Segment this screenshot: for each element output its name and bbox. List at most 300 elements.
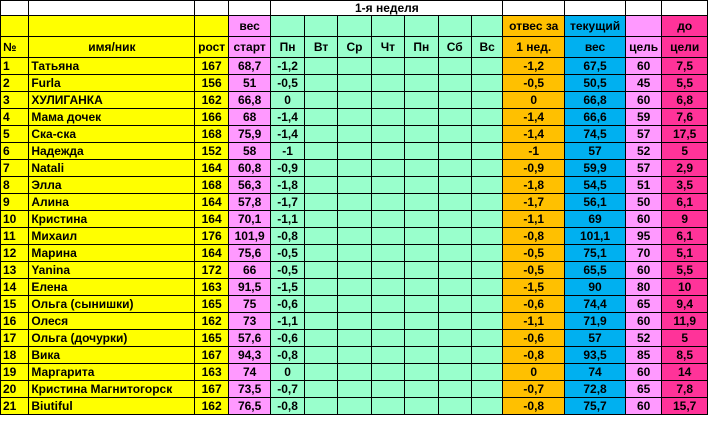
participant-name[interactable]: Элла bbox=[29, 177, 195, 194]
day-6-value[interactable] bbox=[438, 177, 471, 194]
goal-value[interactable]: 57 bbox=[625, 126, 661, 143]
day-6-value[interactable] bbox=[438, 143, 471, 160]
day-3-value[interactable] bbox=[338, 92, 371, 109]
to-goal-value[interactable]: 17,5 bbox=[662, 126, 708, 143]
day-4-value[interactable] bbox=[371, 194, 404, 211]
start-weight-value[interactable]: 91,5 bbox=[228, 279, 271, 296]
day-3-value[interactable] bbox=[338, 262, 371, 279]
day-5-value[interactable] bbox=[405, 109, 438, 126]
day-5-value[interactable] bbox=[405, 313, 438, 330]
day-7-value[interactable] bbox=[471, 262, 502, 279]
day-2-value[interactable] bbox=[304, 58, 337, 75]
participant-name[interactable]: Biutiful bbox=[29, 398, 195, 415]
start-weight-value[interactable]: 75,6 bbox=[228, 245, 271, 262]
day-6-value[interactable] bbox=[438, 262, 471, 279]
day-4-value[interactable] bbox=[371, 75, 404, 92]
participant-name[interactable]: Надежда bbox=[29, 143, 195, 160]
height-value[interactable]: 164 bbox=[195, 194, 228, 211]
row-number[interactable]: 18 bbox=[1, 347, 29, 364]
day-1-value[interactable]: -0,8 bbox=[271, 398, 304, 415]
day-1-value[interactable]: 0 bbox=[271, 92, 304, 109]
participant-name[interactable]: Natali bbox=[29, 160, 195, 177]
day-4-value[interactable] bbox=[371, 58, 404, 75]
day-3-value[interactable] bbox=[338, 143, 371, 160]
day-2-value[interactable] bbox=[304, 245, 337, 262]
current-weight-value[interactable]: 66,8 bbox=[565, 92, 626, 109]
goal-value[interactable]: 65 bbox=[625, 381, 661, 398]
day-6-value[interactable] bbox=[438, 364, 471, 381]
row-number[interactable]: 17 bbox=[1, 330, 29, 347]
weekly-loss-value[interactable]: 0 bbox=[503, 92, 565, 109]
goal-value[interactable]: 50 bbox=[625, 194, 661, 211]
to-goal-value[interactable]: 7,8 bbox=[662, 381, 708, 398]
height-value[interactable]: 162 bbox=[195, 92, 228, 109]
day-5-value[interactable] bbox=[405, 211, 438, 228]
day-4-value[interactable] bbox=[371, 364, 404, 381]
day-6-value[interactable] bbox=[438, 313, 471, 330]
day-1-value[interactable]: 0 bbox=[271, 364, 304, 381]
goal-value[interactable]: 95 bbox=[625, 228, 661, 245]
day-6-value[interactable] bbox=[438, 211, 471, 228]
day-1-value[interactable]: -1,7 bbox=[271, 194, 304, 211]
day-1-value[interactable]: -0,5 bbox=[271, 75, 304, 92]
day-6-value[interactable] bbox=[438, 245, 471, 262]
participant-name[interactable]: Кристина Магнитогорск bbox=[29, 381, 195, 398]
weekly-loss-value[interactable]: -1,2 bbox=[503, 58, 565, 75]
current-weight-value[interactable]: 75,1 bbox=[565, 245, 626, 262]
to-goal-value[interactable]: 5 bbox=[662, 330, 708, 347]
weekly-loss-value[interactable]: -0,5 bbox=[503, 75, 565, 92]
day-1-value[interactable]: -0,5 bbox=[271, 262, 304, 279]
start-weight-value[interactable]: 66,8 bbox=[228, 92, 271, 109]
day-6-value[interactable] bbox=[438, 109, 471, 126]
day-3-value[interactable] bbox=[338, 228, 371, 245]
current-weight-value[interactable]: 66,6 bbox=[565, 109, 626, 126]
start-weight-value[interactable]: 68,7 bbox=[228, 58, 271, 75]
day-6-value[interactable] bbox=[438, 160, 471, 177]
day-5-value[interactable] bbox=[405, 330, 438, 347]
row-number[interactable]: 6 bbox=[1, 143, 29, 160]
to-goal-value[interactable]: 6,8 bbox=[662, 92, 708, 109]
day-3-value[interactable] bbox=[338, 313, 371, 330]
day-5-value[interactable] bbox=[405, 126, 438, 143]
height-value[interactable]: 166 bbox=[195, 109, 228, 126]
to-goal-value[interactable]: 7,6 bbox=[662, 109, 708, 126]
to-goal-value[interactable]: 10 bbox=[662, 279, 708, 296]
row-number[interactable]: 4 bbox=[1, 109, 29, 126]
day-4-value[interactable] bbox=[371, 330, 404, 347]
goal-value[interactable]: 80 bbox=[625, 279, 661, 296]
day-5-value[interactable] bbox=[405, 160, 438, 177]
goal-value[interactable]: 60 bbox=[625, 211, 661, 228]
day-5-value[interactable] bbox=[405, 177, 438, 194]
day-7-value[interactable] bbox=[471, 126, 502, 143]
goal-value[interactable]: 60 bbox=[625, 262, 661, 279]
day-2-value[interactable] bbox=[304, 211, 337, 228]
day-5-value[interactable] bbox=[405, 279, 438, 296]
day-6-value[interactable] bbox=[438, 126, 471, 143]
weekly-loss-value[interactable]: -0,6 bbox=[503, 330, 565, 347]
weekly-loss-value[interactable]: -0,7 bbox=[503, 381, 565, 398]
day-7-value[interactable] bbox=[471, 347, 502, 364]
day-2-value[interactable] bbox=[304, 194, 337, 211]
start-weight-value[interactable]: 75 bbox=[228, 296, 271, 313]
day-2-value[interactable] bbox=[304, 160, 337, 177]
participant-name[interactable]: Маргарита bbox=[29, 364, 195, 381]
height-value[interactable]: 176 bbox=[195, 228, 228, 245]
row-number[interactable]: 1 bbox=[1, 58, 29, 75]
day-4-value[interactable] bbox=[371, 143, 404, 160]
start-weight-value[interactable]: 70,1 bbox=[228, 211, 271, 228]
current-weight-value[interactable]: 74,4 bbox=[565, 296, 626, 313]
day-1-value[interactable]: -0,8 bbox=[271, 228, 304, 245]
participant-name[interactable]: Yanina bbox=[29, 262, 195, 279]
participant-name[interactable]: Кристина bbox=[29, 211, 195, 228]
weekly-loss-value[interactable]: -0,8 bbox=[503, 228, 565, 245]
day-3-value[interactable] bbox=[338, 364, 371, 381]
to-goal-value[interactable]: 3,5 bbox=[662, 177, 708, 194]
start-weight-value[interactable]: 60,8 bbox=[228, 160, 271, 177]
row-number[interactable]: 16 bbox=[1, 313, 29, 330]
day-5-value[interactable] bbox=[405, 262, 438, 279]
day-4-value[interactable] bbox=[371, 279, 404, 296]
day-3-value[interactable] bbox=[338, 398, 371, 415]
participant-name[interactable]: Furla bbox=[29, 75, 195, 92]
current-weight-value[interactable]: 69 bbox=[565, 211, 626, 228]
start-weight-value[interactable]: 74 bbox=[228, 364, 271, 381]
day-2-value[interactable] bbox=[304, 330, 337, 347]
row-number[interactable]: 8 bbox=[1, 177, 29, 194]
day-4-value[interactable] bbox=[371, 296, 404, 313]
day-5-value[interactable] bbox=[405, 228, 438, 245]
day-7-value[interactable] bbox=[471, 381, 502, 398]
day-3-value[interactable] bbox=[338, 347, 371, 364]
day-7-value[interactable] bbox=[471, 75, 502, 92]
day-4-value[interactable] bbox=[371, 177, 404, 194]
weekly-loss-value[interactable]: -1,1 bbox=[503, 211, 565, 228]
height-value[interactable]: 164 bbox=[195, 211, 228, 228]
row-number[interactable]: 3 bbox=[1, 92, 29, 109]
day-2-value[interactable] bbox=[304, 75, 337, 92]
row-number[interactable]: 21 bbox=[1, 398, 29, 415]
height-value[interactable]: 172 bbox=[195, 262, 228, 279]
row-number[interactable]: 2 bbox=[1, 75, 29, 92]
goal-value[interactable]: 60 bbox=[625, 398, 661, 415]
day-1-value[interactable]: -0,6 bbox=[271, 296, 304, 313]
height-value[interactable]: 167 bbox=[195, 381, 228, 398]
height-value[interactable]: 165 bbox=[195, 330, 228, 347]
start-weight-value[interactable]: 57,8 bbox=[228, 194, 271, 211]
day-1-value[interactable]: -0,8 bbox=[271, 347, 304, 364]
day-7-value[interactable] bbox=[471, 177, 502, 194]
day-3-value[interactable] bbox=[338, 126, 371, 143]
row-number[interactable]: 11 bbox=[1, 228, 29, 245]
weekly-loss-value[interactable]: -1,4 bbox=[503, 109, 565, 126]
weekly-loss-value[interactable]: -0,8 bbox=[503, 347, 565, 364]
start-weight-value[interactable]: 94,3 bbox=[228, 347, 271, 364]
to-goal-value[interactable]: 9,4 bbox=[662, 296, 708, 313]
weekly-loss-value[interactable]: -1 bbox=[503, 143, 565, 160]
current-weight-value[interactable]: 74 bbox=[565, 364, 626, 381]
day-6-value[interactable] bbox=[438, 228, 471, 245]
start-weight-value[interactable]: 101,9 bbox=[228, 228, 271, 245]
current-weight-value[interactable]: 56,1 bbox=[565, 194, 626, 211]
day-2-value[interactable] bbox=[304, 381, 337, 398]
participant-name[interactable]: Мама дочек bbox=[29, 109, 195, 126]
participant-name[interactable]: ХУЛИГАНКА bbox=[29, 92, 195, 109]
current-weight-value[interactable]: 57 bbox=[565, 143, 626, 160]
day-1-value[interactable]: -0,7 bbox=[271, 381, 304, 398]
day-6-value[interactable] bbox=[438, 194, 471, 211]
day-4-value[interactable] bbox=[371, 126, 404, 143]
to-goal-value[interactable]: 8,5 bbox=[662, 347, 708, 364]
height-value[interactable]: 152 bbox=[195, 143, 228, 160]
day-7-value[interactable] bbox=[471, 109, 502, 126]
day-1-value[interactable]: -1,5 bbox=[271, 279, 304, 296]
day-7-value[interactable] bbox=[471, 160, 502, 177]
row-number[interactable]: 14 bbox=[1, 279, 29, 296]
weekly-loss-value[interactable]: -0,8 bbox=[503, 398, 565, 415]
day-1-value[interactable]: -1,4 bbox=[271, 109, 304, 126]
to-goal-value[interactable]: 5 bbox=[662, 143, 708, 160]
to-goal-value[interactable]: 6,1 bbox=[662, 228, 708, 245]
goal-value[interactable]: 60 bbox=[625, 58, 661, 75]
to-goal-value[interactable]: 5,5 bbox=[662, 75, 708, 92]
row-number[interactable]: 9 bbox=[1, 194, 29, 211]
height-value[interactable]: 162 bbox=[195, 313, 228, 330]
day-1-value[interactable]: -1,4 bbox=[271, 126, 304, 143]
weekly-loss-value[interactable]: -0,5 bbox=[503, 245, 565, 262]
day-2-value[interactable] bbox=[304, 279, 337, 296]
day-6-value[interactable] bbox=[438, 330, 471, 347]
day-1-value[interactable]: -1,1 bbox=[271, 313, 304, 330]
day-7-value[interactable] bbox=[471, 364, 502, 381]
day-5-value[interactable] bbox=[405, 381, 438, 398]
day-3-value[interactable] bbox=[338, 211, 371, 228]
day-7-value[interactable] bbox=[471, 279, 502, 296]
to-goal-value[interactable]: 11,9 bbox=[662, 313, 708, 330]
day-1-value[interactable]: -0,9 bbox=[271, 160, 304, 177]
height-value[interactable]: 156 bbox=[195, 75, 228, 92]
current-weight-value[interactable]: 72,8 bbox=[565, 381, 626, 398]
height-value[interactable]: 165 bbox=[195, 296, 228, 313]
day-1-value[interactable]: -1 bbox=[271, 143, 304, 160]
row-number[interactable]: 13 bbox=[1, 262, 29, 279]
day-2-value[interactable] bbox=[304, 228, 337, 245]
to-goal-value[interactable]: 5,5 bbox=[662, 262, 708, 279]
day-6-value[interactable] bbox=[438, 296, 471, 313]
day-3-value[interactable] bbox=[338, 245, 371, 262]
day-7-value[interactable] bbox=[471, 143, 502, 160]
weekly-loss-value[interactable]: -0,5 bbox=[503, 262, 565, 279]
day-2-value[interactable] bbox=[304, 364, 337, 381]
day-6-value[interactable] bbox=[438, 279, 471, 296]
weekly-loss-value[interactable]: -1,5 bbox=[503, 279, 565, 296]
current-weight-value[interactable]: 74,5 bbox=[565, 126, 626, 143]
height-value[interactable]: 162 bbox=[195, 398, 228, 415]
day-2-value[interactable] bbox=[304, 262, 337, 279]
current-weight-value[interactable]: 59,9 bbox=[565, 160, 626, 177]
goal-value[interactable]: 65 bbox=[625, 296, 661, 313]
day-4-value[interactable] bbox=[371, 109, 404, 126]
day-2-value[interactable] bbox=[304, 296, 337, 313]
participant-name[interactable]: Вика bbox=[29, 347, 195, 364]
current-weight-value[interactable]: 50,5 bbox=[565, 75, 626, 92]
start-weight-value[interactable]: 73 bbox=[228, 313, 271, 330]
day-3-value[interactable] bbox=[338, 75, 371, 92]
day-4-value[interactable] bbox=[371, 262, 404, 279]
participant-name[interactable]: Ска-ска bbox=[29, 126, 195, 143]
day-3-value[interactable] bbox=[338, 296, 371, 313]
current-weight-value[interactable]: 93,5 bbox=[565, 347, 626, 364]
height-value[interactable]: 168 bbox=[195, 177, 228, 194]
to-goal-value[interactable]: 5,1 bbox=[662, 245, 708, 262]
day-5-value[interactable] bbox=[405, 398, 438, 415]
day-6-value[interactable] bbox=[438, 381, 471, 398]
day-1-value[interactable]: -0,5 bbox=[271, 245, 304, 262]
day-3-value[interactable] bbox=[338, 58, 371, 75]
height-value[interactable]: 164 bbox=[195, 245, 228, 262]
day-4-value[interactable] bbox=[371, 398, 404, 415]
goal-value[interactable]: 51 bbox=[625, 177, 661, 194]
day-2-value[interactable] bbox=[304, 347, 337, 364]
goal-value[interactable]: 52 bbox=[625, 330, 661, 347]
day-3-value[interactable] bbox=[338, 381, 371, 398]
weekly-loss-value[interactable]: -0,6 bbox=[503, 296, 565, 313]
goal-value[interactable]: 52 bbox=[625, 143, 661, 160]
weekly-loss-value[interactable]: 0 bbox=[503, 364, 565, 381]
day-5-value[interactable] bbox=[405, 92, 438, 109]
participant-name[interactable]: Ольга (дочурки) bbox=[29, 330, 195, 347]
participant-name[interactable]: Олеся bbox=[29, 313, 195, 330]
start-weight-value[interactable]: 58 bbox=[228, 143, 271, 160]
day-3-value[interactable] bbox=[338, 279, 371, 296]
day-2-value[interactable] bbox=[304, 398, 337, 415]
participant-name[interactable]: Марина bbox=[29, 245, 195, 262]
day-6-value[interactable] bbox=[438, 75, 471, 92]
day-5-value[interactable] bbox=[405, 75, 438, 92]
current-weight-value[interactable]: 54,5 bbox=[565, 177, 626, 194]
day-1-value[interactable]: -1,2 bbox=[271, 58, 304, 75]
day-6-value[interactable] bbox=[438, 92, 471, 109]
day-6-value[interactable] bbox=[438, 398, 471, 415]
day-3-value[interactable] bbox=[338, 177, 371, 194]
day-2-value[interactable] bbox=[304, 109, 337, 126]
day-7-value[interactable] bbox=[471, 398, 502, 415]
day-7-value[interactable] bbox=[471, 58, 502, 75]
goal-value[interactable]: 85 bbox=[625, 347, 661, 364]
height-value[interactable]: 164 bbox=[195, 160, 228, 177]
day-4-value[interactable] bbox=[371, 381, 404, 398]
participant-name[interactable]: Алина bbox=[29, 194, 195, 211]
height-value[interactable]: 167 bbox=[195, 347, 228, 364]
goal-value[interactable]: 60 bbox=[625, 92, 661, 109]
participant-name[interactable]: Татьяна bbox=[29, 58, 195, 75]
start-weight-value[interactable]: 68 bbox=[228, 109, 271, 126]
to-goal-value[interactable]: 9 bbox=[662, 211, 708, 228]
to-goal-value[interactable]: 14 bbox=[662, 364, 708, 381]
day-2-value[interactable] bbox=[304, 126, 337, 143]
day-3-value[interactable] bbox=[338, 160, 371, 177]
day-5-value[interactable] bbox=[405, 143, 438, 160]
day-5-value[interactable] bbox=[405, 194, 438, 211]
current-weight-value[interactable]: 67,5 bbox=[565, 58, 626, 75]
day-7-value[interactable] bbox=[471, 296, 502, 313]
day-7-value[interactable] bbox=[471, 330, 502, 347]
weekly-loss-value[interactable]: -0,9 bbox=[503, 160, 565, 177]
day-4-value[interactable] bbox=[371, 92, 404, 109]
goal-value[interactable]: 70 bbox=[625, 245, 661, 262]
weekly-loss-value[interactable]: -1,7 bbox=[503, 194, 565, 211]
participant-name[interactable]: Михаил bbox=[29, 228, 195, 245]
row-number[interactable]: 19 bbox=[1, 364, 29, 381]
height-value[interactable]: 168 bbox=[195, 126, 228, 143]
row-number[interactable]: 20 bbox=[1, 381, 29, 398]
goal-value[interactable]: 45 bbox=[625, 75, 661, 92]
day-7-value[interactable] bbox=[471, 245, 502, 262]
day-2-value[interactable] bbox=[304, 313, 337, 330]
row-number[interactable]: 12 bbox=[1, 245, 29, 262]
day-6-value[interactable] bbox=[438, 58, 471, 75]
to-goal-value[interactable]: 15,7 bbox=[662, 398, 708, 415]
day-2-value[interactable] bbox=[304, 143, 337, 160]
day-4-value[interactable] bbox=[371, 313, 404, 330]
day-4-value[interactable] bbox=[371, 160, 404, 177]
current-weight-value[interactable]: 90 bbox=[565, 279, 626, 296]
start-weight-value[interactable]: 51 bbox=[228, 75, 271, 92]
day-3-value[interactable] bbox=[338, 194, 371, 211]
day-4-value[interactable] bbox=[371, 347, 404, 364]
day-6-value[interactable] bbox=[438, 347, 471, 364]
day-5-value[interactable] bbox=[405, 58, 438, 75]
day-2-value[interactable] bbox=[304, 177, 337, 194]
day-7-value[interactable] bbox=[471, 313, 502, 330]
day-4-value[interactable] bbox=[371, 211, 404, 228]
to-goal-value[interactable]: 7,5 bbox=[662, 58, 708, 75]
row-number[interactable]: 10 bbox=[1, 211, 29, 228]
to-goal-value[interactable]: 2,9 bbox=[662, 160, 708, 177]
start-weight-value[interactable]: 66 bbox=[228, 262, 271, 279]
day-4-value[interactable] bbox=[371, 245, 404, 262]
day-7-value[interactable] bbox=[471, 228, 502, 245]
current-weight-value[interactable]: 101,1 bbox=[565, 228, 626, 245]
day-5-value[interactable] bbox=[405, 296, 438, 313]
height-value[interactable]: 163 bbox=[195, 364, 228, 381]
day-1-value[interactable]: -1,1 bbox=[271, 211, 304, 228]
weekly-loss-value[interactable]: -1,1 bbox=[503, 313, 565, 330]
goal-value[interactable]: 59 bbox=[625, 109, 661, 126]
day-5-value[interactable] bbox=[405, 245, 438, 262]
row-number[interactable]: 5 bbox=[1, 126, 29, 143]
current-weight-value[interactable]: 75,7 bbox=[565, 398, 626, 415]
day-7-value[interactable] bbox=[471, 194, 502, 211]
current-weight-value[interactable]: 71,9 bbox=[565, 313, 626, 330]
start-weight-value[interactable]: 75,9 bbox=[228, 126, 271, 143]
current-weight-value[interactable]: 65,5 bbox=[565, 262, 626, 279]
height-value[interactable]: 167 bbox=[195, 58, 228, 75]
height-value[interactable]: 163 bbox=[195, 279, 228, 296]
participant-name[interactable]: Елена bbox=[29, 279, 195, 296]
start-weight-value[interactable]: 56,3 bbox=[228, 177, 271, 194]
day-3-value[interactable] bbox=[338, 330, 371, 347]
day-7-value[interactable] bbox=[471, 211, 502, 228]
day-5-value[interactable] bbox=[405, 347, 438, 364]
to-goal-value[interactable]: 6,1 bbox=[662, 194, 708, 211]
start-weight-value[interactable]: 76,5 bbox=[228, 398, 271, 415]
goal-value[interactable]: 60 bbox=[625, 364, 661, 381]
row-number[interactable]: 15 bbox=[1, 296, 29, 313]
goal-value[interactable]: 57 bbox=[625, 160, 661, 177]
